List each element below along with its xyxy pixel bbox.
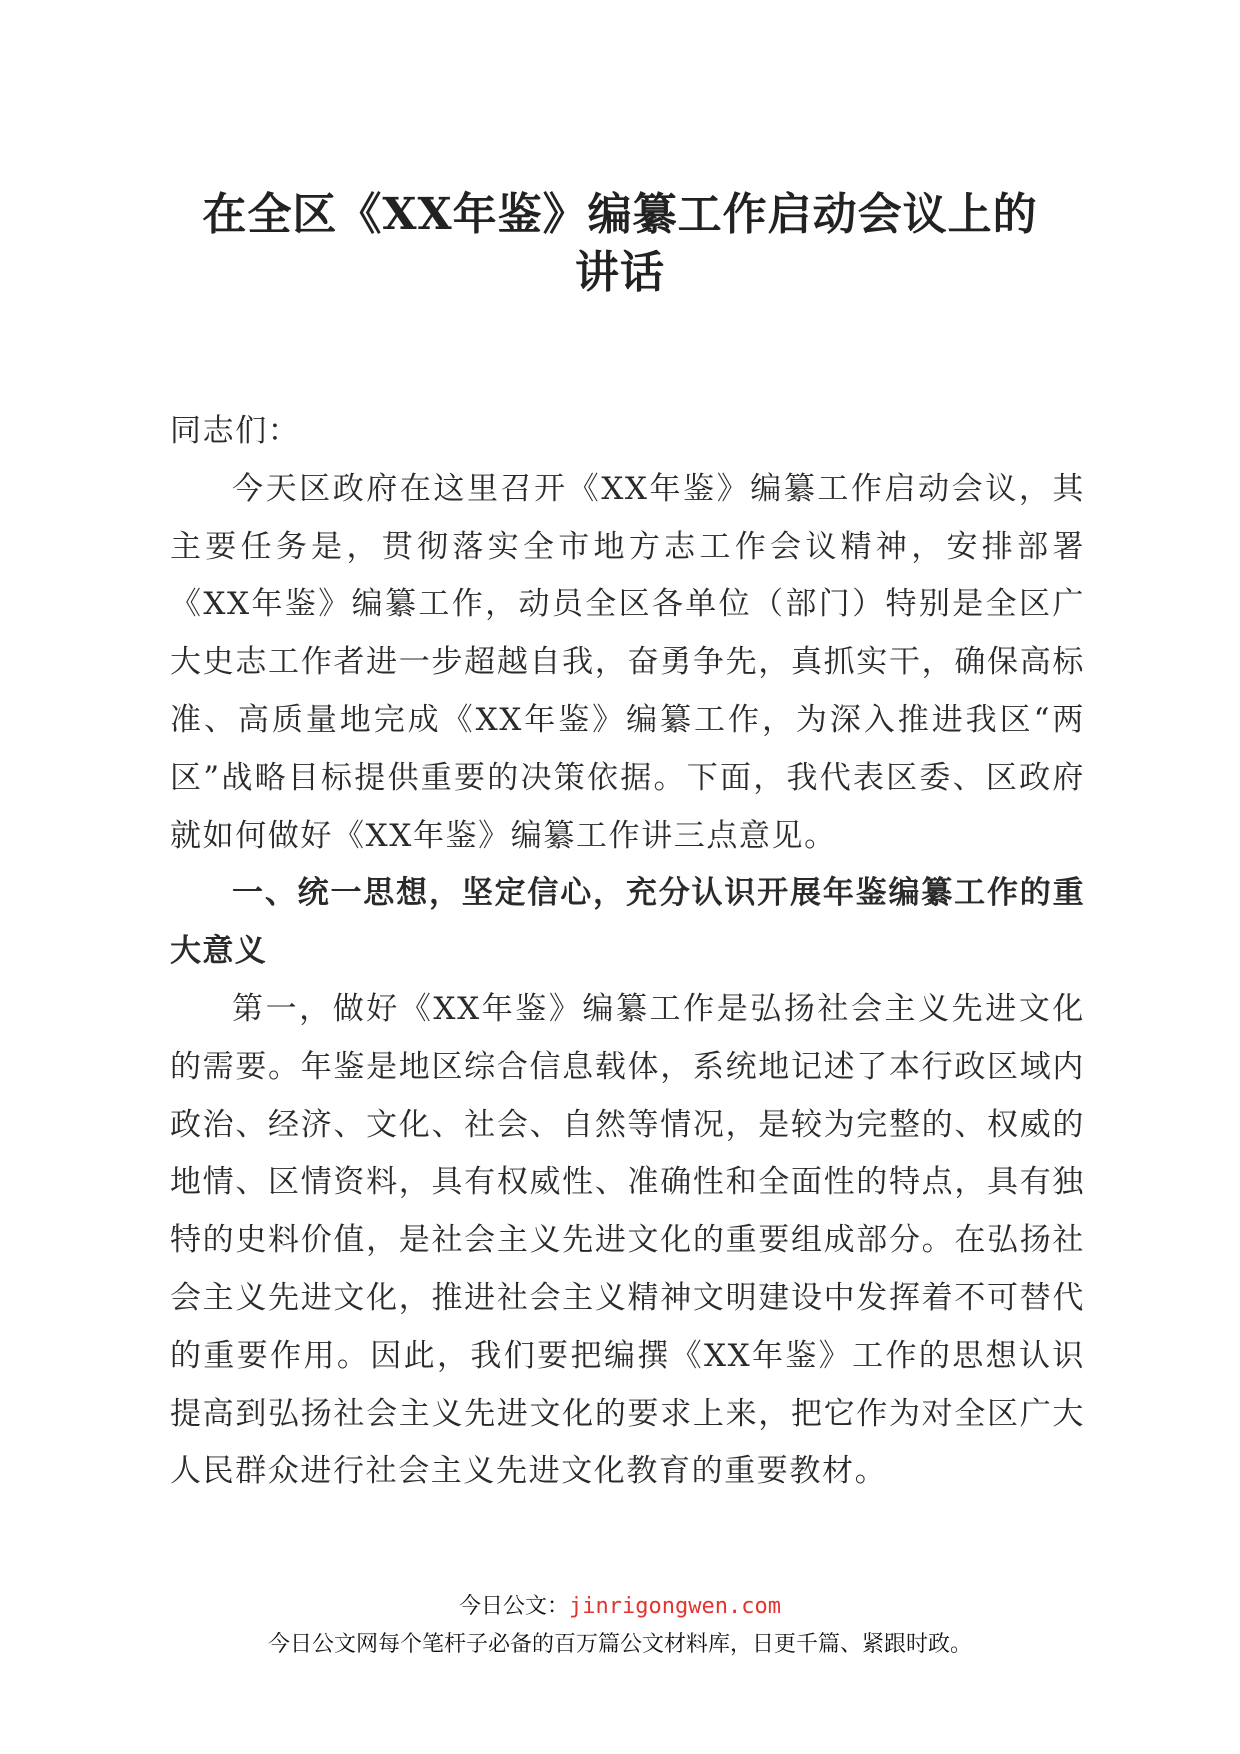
footer-site-link[interactable]: jinrigongwen.com xyxy=(569,1594,781,1619)
section-heading-1: 一、统一思想，坚定信心，充分认识开展年鉴编纂工作的重大意义 xyxy=(170,875,1085,970)
title-line-2: 讲话 xyxy=(575,247,665,298)
salutation: 同志们： xyxy=(170,413,301,449)
footer-source-line xyxy=(0,1588,1240,1626)
title-line-1: 在全区《XX年鉴》编纂工作启动会议上的 xyxy=(202,189,1038,240)
document-body xyxy=(170,403,1085,1501)
paragraph-first-point: 第一，做好《XX年鉴》编纂工作是弘扬社会主义先进文化的需要。年鉴是地区综合信息载体，系统地记述了本行政区域内政治、经济、文化、社会、自然等情况，是较为完整的、权威的地情、区情资料，具有权威性、准确性和全面性的特点，具有独特的史料价值，是社会主义先进文化的重要组成部分。在弘扬社会主义先进文化，推进社会主义精神文明建设中发挥着不可替代的重要作用。因此，我们要把编撰《XX年鉴》工作的思想认识提高到弘扬社会主义先进文化的要求上来，把它作为对全区广大人民群众进行社会主义先进文化教育的重要教材。 xyxy=(170,990,1085,1490)
paragraph-intro: 今天区政府在这里召开《XX年鉴》编纂工作启动会议，其主要任务是，贯彻落实全市地方志工作会议精神，安排部署《XX年鉴》编纂工作，动员全区各单位（部门）特别是全区广大史志工作者进一步超越自我，奋勇争先，真抓实干，确保高标准、高质量地完成《XX年鉴》编纂工作，为深入推进我区“两区”战略目标提供重要的决策依据。下面，我代表区委、区政府就如何做好《XX年鉴》编纂工作讲三点意见。 xyxy=(170,470,1085,854)
document-title xyxy=(170,186,1070,302)
footer-slogan: 今日公文网每个笔杆子必备的百万篇公文材料库，日更千篇、紧跟时政。 xyxy=(267,1632,972,1657)
footer xyxy=(0,1588,1240,1664)
footer-label: 今日公文： xyxy=(459,1594,570,1619)
